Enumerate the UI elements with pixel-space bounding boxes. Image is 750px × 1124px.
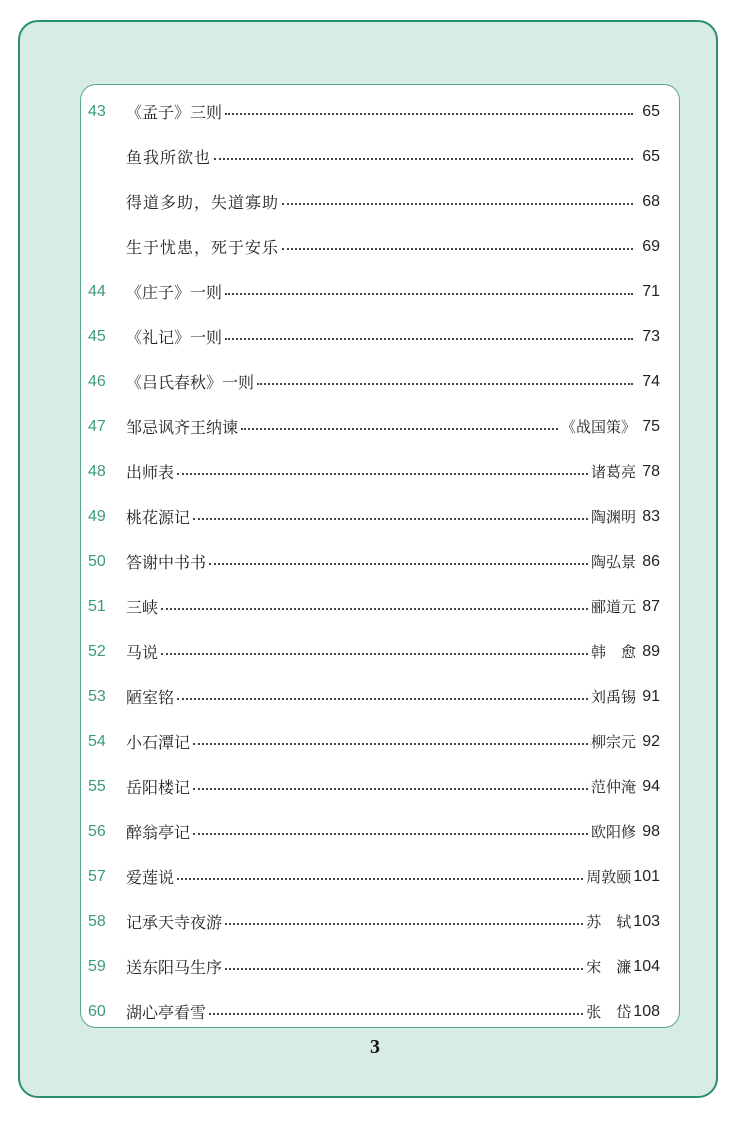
entry-page: 65 [642,147,660,165]
entry-number: 50 [88,552,106,570]
entry-title: 陋室铭 [126,688,175,707]
entry-author: 欧阳修 [590,823,636,841]
entry-author: 范仲淹 [590,778,636,796]
leader-dots [241,428,558,430]
entry-author: 韩 愈 [590,643,636,661]
toc-subentry[interactable] [88,134,660,179]
entry-page: 98 [642,822,660,840]
leader-dots [193,833,588,835]
leader-dots [161,653,588,655]
entry-page: 101 [633,867,660,885]
entry-number: 58 [88,912,106,930]
entry-title: 桃花源记 [126,508,191,527]
toc-entry-49[interactable] [88,494,660,539]
leader-dots [193,518,588,520]
entry-page: 75 [642,417,660,435]
entry-number: 56 [88,822,106,840]
leader-dots [177,698,588,700]
leader-dots [214,158,633,160]
entry-title: 岳阳楼记 [126,778,191,797]
entry-number: 55 [88,777,106,795]
entry-page: 92 [642,732,660,750]
entry-number: 60 [88,1002,106,1020]
table-of-contents [88,89,660,1034]
toc-entry-50[interactable] [88,539,660,584]
entry-author: 周敦颐 [586,868,632,886]
entry-author: 苏 轼 [586,913,632,931]
entry-page: 68 [642,192,660,210]
entry-page: 89 [642,642,660,660]
entry-number: 57 [88,867,106,885]
entry-number: 44 [88,282,106,300]
entry-author: 陶弘景 [590,553,636,571]
toc-entry-60[interactable] [88,989,660,1034]
entry-page: 94 [642,777,660,795]
entry-author: 《战国策》 [560,418,636,436]
toc-entry-46[interactable] [88,359,660,404]
entry-page: 69 [642,237,660,255]
entry-title: 生于忧患，死于安乐 [126,238,280,257]
entry-title: 《吕氏春秋》一则 [126,373,255,392]
entry-title: 三峡 [126,598,159,617]
entry-page: 91 [642,687,660,705]
entry-title: 小石潭记 [126,733,191,752]
entry-title: 得道多助，失道寡助 [126,193,280,212]
toc-entry-45[interactable] [88,314,660,359]
entry-title: 送东阳马生序 [126,958,223,977]
entry-number: 45 [88,327,106,345]
entry-title: 爱莲说 [126,868,175,887]
entry-page: 87 [642,597,660,615]
entry-title: 鱼我所欲也 [126,148,212,167]
entry-number: 59 [88,957,106,975]
toc-entry-54[interactable] [88,719,660,764]
toc-entry-53[interactable] [88,674,660,719]
entry-author: 诸葛亮 [590,463,636,481]
entry-title: 《孟子》三则 [126,103,223,122]
entry-page: 86 [642,552,660,570]
entry-page: 108 [633,1002,660,1020]
toc-entry-47[interactable] [88,404,660,449]
leader-dots [282,203,633,205]
entry-page: 83 [642,507,660,525]
entry-page: 104 [633,957,660,975]
entry-title: 出师表 [126,463,175,482]
entry-number: 51 [88,597,106,615]
entry-number: 46 [88,372,106,390]
entry-number: 47 [88,417,106,435]
entry-page: 73 [642,327,660,345]
entry-author: 郦道元 [590,598,636,616]
toc-entry-56[interactable] [88,809,660,854]
entry-number: 43 [88,102,106,120]
entry-title: 邹忌讽齐王纳谏 [126,418,239,437]
toc-entry-48[interactable] [88,449,660,494]
leader-dots [282,248,633,250]
entry-author: 陶渊明 [590,508,636,526]
entry-title: 《庄子》一则 [126,283,223,302]
entry-title: 醉翁亭记 [126,823,191,842]
toc-entry-51[interactable] [88,584,660,629]
entry-page: 74 [642,372,660,390]
toc-subentry[interactable] [88,179,660,224]
toc-entry-43[interactable] [88,89,660,134]
entry-page: 78 [642,462,660,480]
leader-dots [225,923,583,925]
entry-number: 49 [88,507,106,525]
entry-author: 柳宗元 [590,733,636,751]
entry-number: 53 [88,687,106,705]
leader-dots [161,608,588,610]
leader-dots [225,968,583,970]
toc-subentry[interactable] [88,224,660,269]
entry-title: 马说 [126,643,159,662]
toc-entry-59[interactable] [88,944,660,989]
toc-entry-44[interactable] [88,269,660,314]
leader-dots [209,1013,583,1015]
entry-author: 刘禹锡 [590,688,636,706]
entry-number: 52 [88,642,106,660]
toc-entry-57[interactable] [88,854,660,899]
entry-title: 答谢中书书 [126,553,207,572]
leader-dots [177,473,588,475]
toc-entry-52[interactable] [88,629,660,674]
leader-dots [177,878,583,880]
entry-number: 48 [88,462,106,480]
entry-title: 湖心亭看雪 [126,1003,207,1022]
entry-author: 宋 濂 [586,958,632,976]
entry-title: 《礼记》一则 [126,328,223,347]
leader-dots [193,788,588,790]
leader-dots [225,293,633,295]
entry-page: 103 [633,912,660,930]
entry-author: 张 岱 [586,1003,632,1021]
entry-page: 71 [642,282,660,300]
leader-dots [225,338,633,340]
toc-entry-58[interactable] [88,899,660,944]
entry-number: 54 [88,732,106,750]
toc-entry-55[interactable] [88,764,660,809]
entry-title: 记承天寺夜游 [126,913,223,932]
leader-dots [257,383,633,385]
leader-dots [225,113,633,115]
leader-dots [209,563,588,565]
page-number: 3 [370,1036,380,1058]
entry-page: 65 [642,102,660,120]
leader-dots [193,743,588,745]
